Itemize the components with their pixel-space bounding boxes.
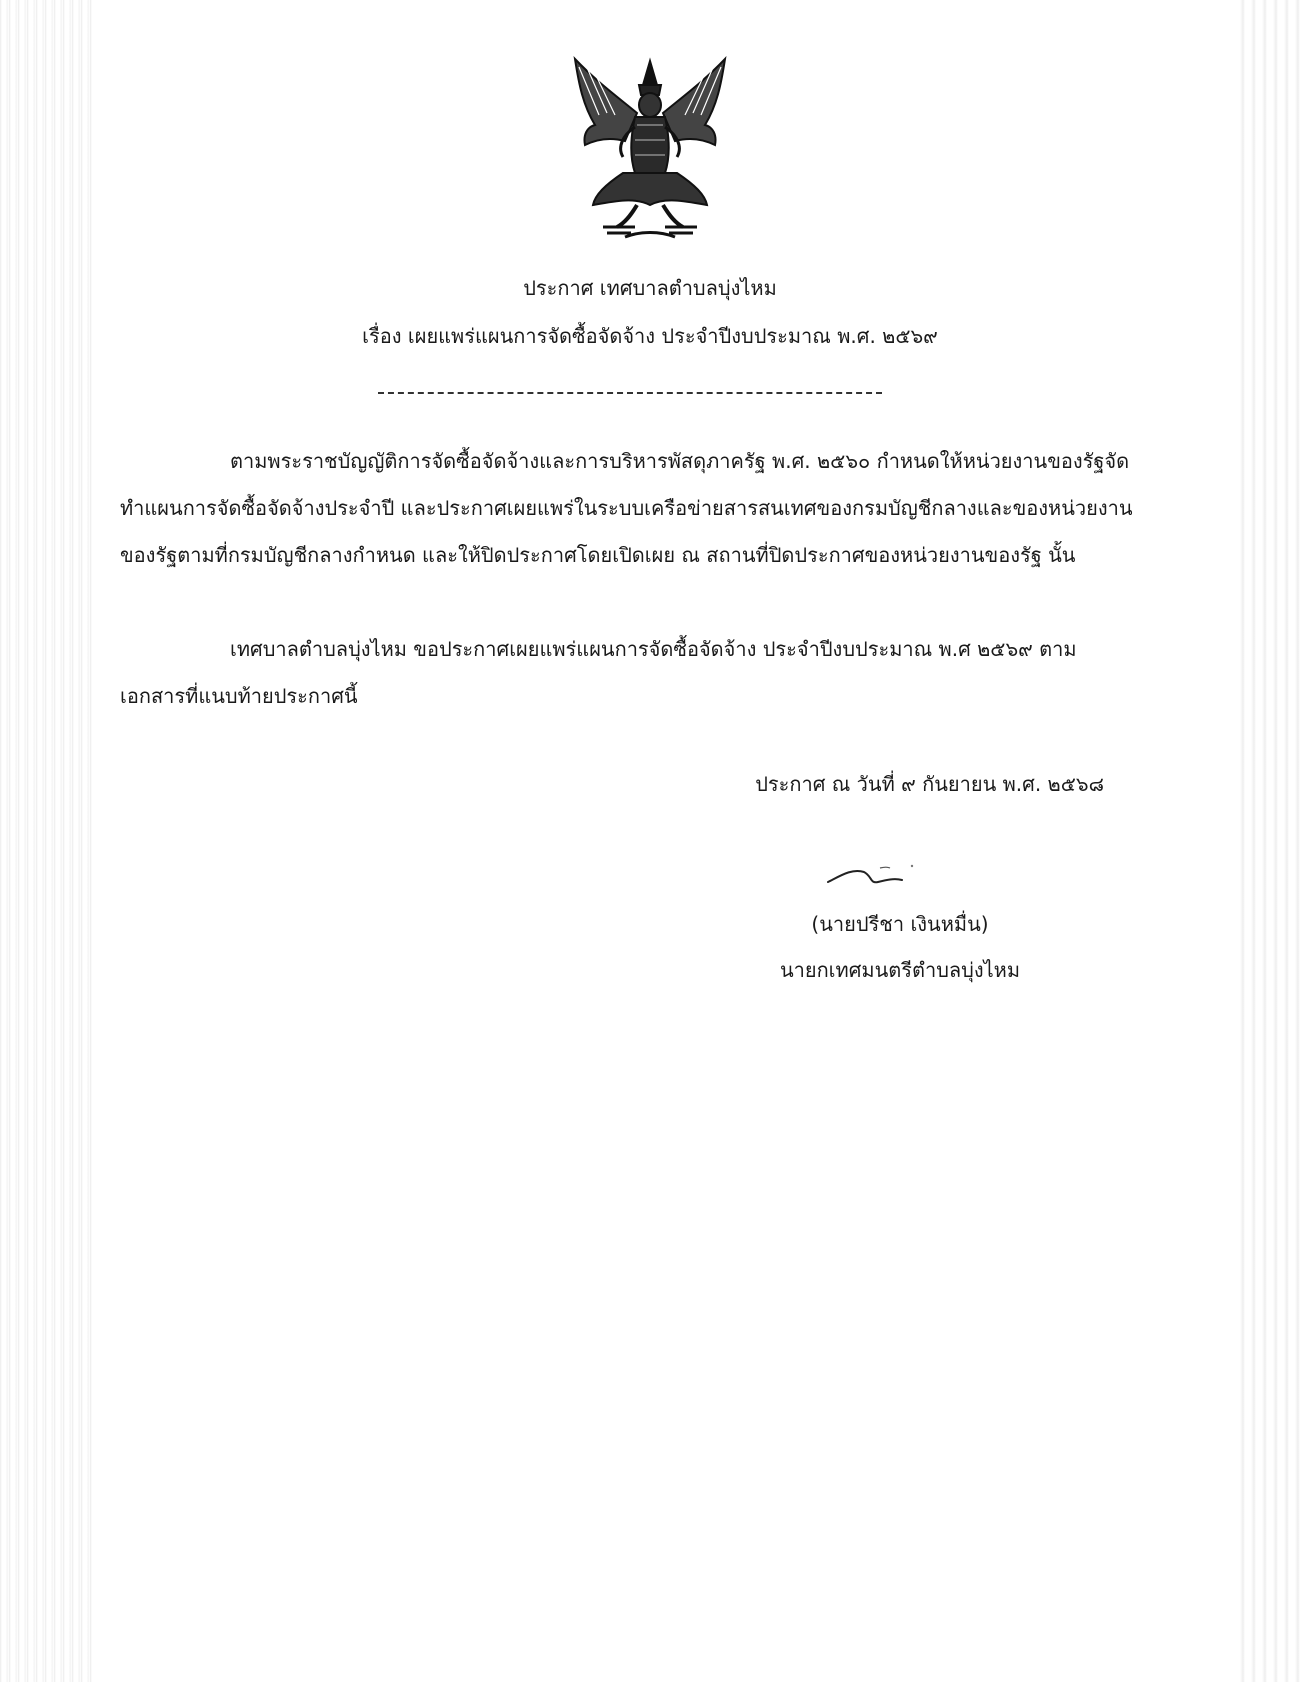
garuda-emblem-icon: [565, 55, 735, 240]
announcement-subject: เรื่อง เผยแพร่แผนการจัดซื้อจัดจ้าง ประจำปีงบประมาณ พ.ศ. ๒๕๖๙: [362, 324, 938, 348]
announcement-date: ประกาศ ณ วันที่ ๙ กันยายน พ.ศ. ๒๕๖๘: [755, 772, 1104, 796]
announcement-title: ประกาศ เทศบาลตำบลบุ่งไหม: [523, 276, 777, 300]
scan-edge-right: [1240, 0, 1300, 1682]
signature-icon: [820, 858, 950, 898]
dashed-divider: [378, 392, 882, 394]
signer-name: (นายปรีชา เงินหมื่น): [811, 912, 989, 936]
signer-title: นายกเทศมนตรีตำบลบุ่งไหม: [779, 958, 1021, 982]
scan-edge-left: [0, 0, 95, 1682]
body-paragraph-2: เทศบาลตำบลบุ่งไหม ขอประกาศเผยแพร่แผนการจัดซื้อจัดจ้าง ประจำปีงบประมาณ พ.ศ ๒๕๖๙ ตามเอกสารที่แนบท้ายประกาศนี้: [120, 637, 1077, 708]
body-paragraph-1: ตามพระราชบัญญัติการจัดซื้อจัดจ้างและการบริหารพัสดุภาครัฐ พ.ศ. ๒๕๖๐ กำหนดให้หน่วยงานของรัฐจัดทำแผนการจัดซื้อจัดจ้างประจำปี และประกาศเผยแพร่ในระบบเครือข่ายสารสนเทศของกรมบัญชีกลางและของหน่วยงานของรัฐตามที่กรมบัญชีกลางกำหนด และให้ปิดประกาศโดยเปิดเผย ณ สถานที่ปิดประกาศของหน่วยงานของรัฐ นั้น: [120, 449, 1133, 567]
